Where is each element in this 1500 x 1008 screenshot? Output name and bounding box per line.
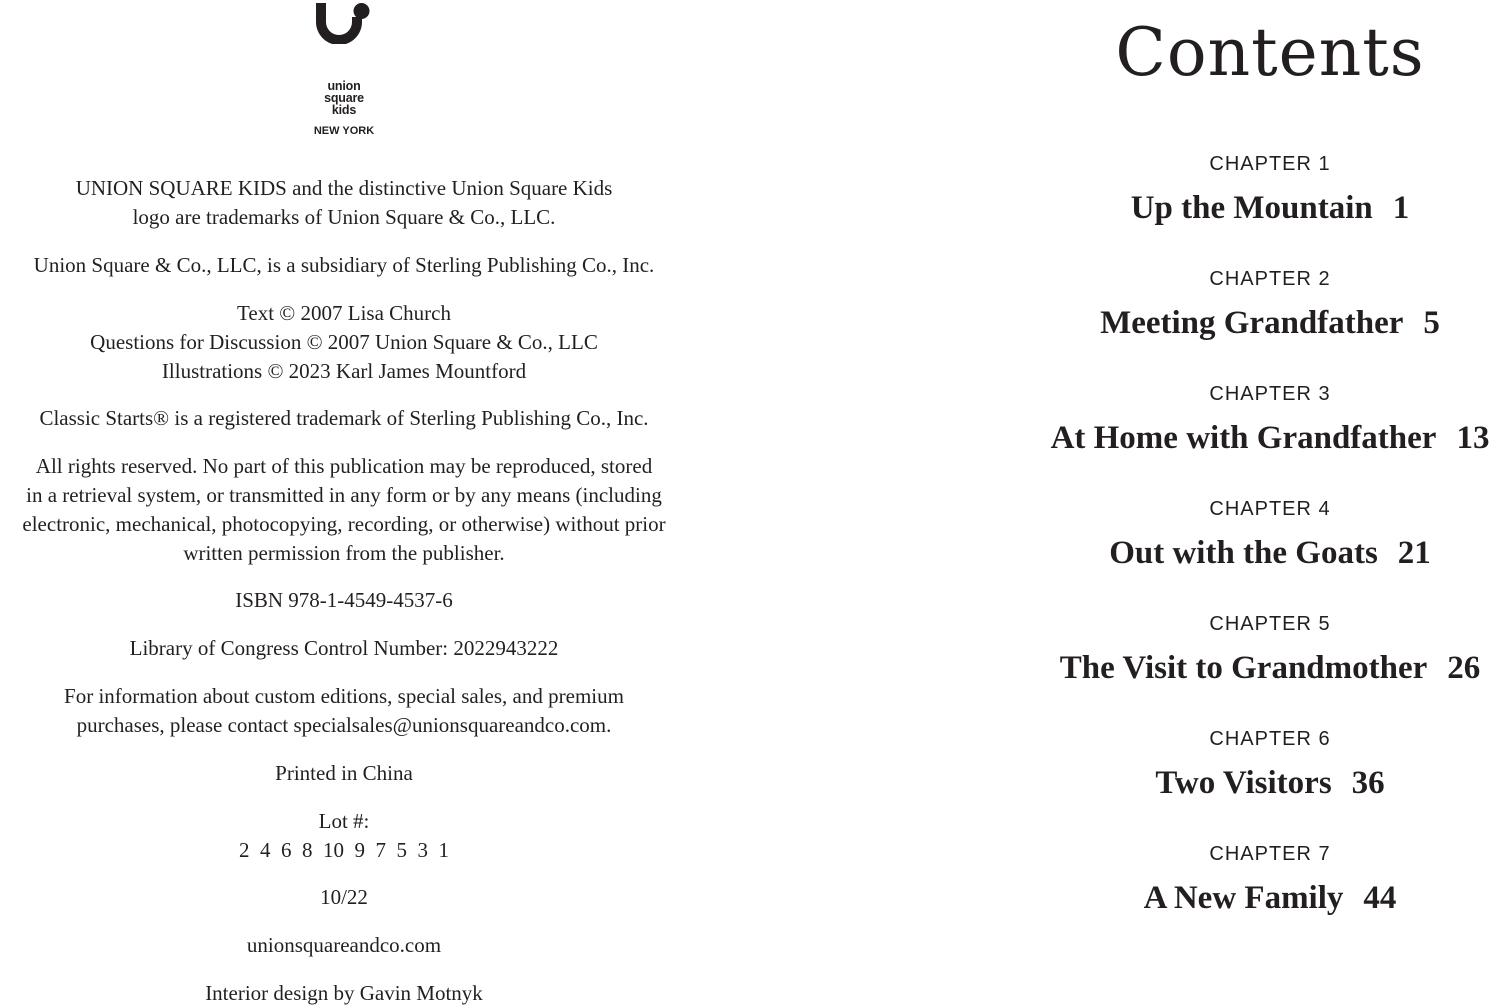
- chapter-label: CHAPTER 3: [1209, 383, 1331, 405]
- website-line: unionsquareandco.com: [246, 933, 442, 957]
- toc-entry[interactable]: [1040, 534, 1500, 572]
- subsidiary-notice: [0, 251, 688, 280]
- chapter-title: Meeting Grandfather: [1100, 305, 1404, 341]
- toc-entry[interactable]: [1040, 304, 1500, 342]
- chapter-page-number: 1: [1392, 190, 1410, 226]
- chapter-title: Up the Mountain: [1130, 190, 1373, 226]
- logo-word-2: square: [324, 91, 364, 105]
- date-code-line: 10/22: [320, 885, 368, 909]
- credit-line: Text © 2007 Lisa Church: [237, 301, 451, 325]
- website: [0, 931, 688, 960]
- isbn: [0, 586, 688, 615]
- chapter-title: Two Visitors: [1155, 765, 1332, 801]
- publisher-logo: [296, 0, 392, 140]
- classic-starts-notice: [0, 404, 688, 433]
- logo-word-1: union: [327, 79, 361, 93]
- chapter-title: The Visit to Grandmother: [1059, 650, 1428, 686]
- lccn: [0, 634, 688, 663]
- chapter-label: CHAPTER 5: [1209, 613, 1331, 635]
- rights-line: written permission from the publisher.: [183, 541, 505, 565]
- subsidiary-line: Union Square & Co., LLC, is a subsidiary of Sterling Publishing Co., Inc.: [33, 253, 655, 277]
- credit-line: Questions for Discussion © 2007 Union Square & Co., LLC: [90, 330, 598, 354]
- toc-entry[interactable]: [1040, 879, 1500, 917]
- classic-starts-line: Classic Starts® is a registered trademark of Sterling Publishing Co., Inc.: [39, 406, 649, 430]
- rights-line: All rights reserved. No part of this publication may be reproduced, stored: [35, 454, 653, 478]
- logo-city: NEW YORK: [313, 125, 375, 137]
- copyright-credits: [0, 299, 688, 386]
- lot-label: Lot #:: [318, 809, 370, 833]
- design-credit-line: Interior design by Gavin Motnyk: [205, 981, 483, 1005]
- chapter-title: A New Family: [1143, 880, 1344, 916]
- chapter-title: At Home with Grandfather: [1050, 420, 1437, 456]
- chapter-label: CHAPTER 7: [1209, 843, 1331, 865]
- credit-line: Illustrations © 2023 Karl James Mountford: [161, 359, 527, 383]
- copyright-page: [0, 0, 688, 1008]
- chapter-title: Out with the Goats: [1109, 535, 1378, 571]
- special-sales-notice: [0, 682, 688, 740]
- toc-entry[interactable]: [1040, 649, 1500, 687]
- chapter-page-number: 21: [1397, 535, 1431, 571]
- contents-page: [1040, 0, 1500, 1008]
- date-code: [0, 883, 688, 912]
- toc-entry[interactable]: [1040, 189, 1500, 227]
- chapter-label: CHAPTER 2: [1209, 268, 1331, 290]
- rights-notice: [0, 452, 688, 568]
- lot-digits: 2 4 6 8 10 9 7 5 3 1: [239, 838, 449, 862]
- printed-line: Printed in China: [275, 761, 413, 785]
- toc-entry[interactable]: [1040, 419, 1500, 457]
- chapter-label: CHAPTER 6: [1209, 728, 1331, 750]
- special-sales-line: purchases, please contact specialsales@unionsquareandco.com.: [76, 713, 612, 737]
- special-sales-line: For information about custom editions, special sales, and premium: [64, 684, 624, 708]
- chapter-page-number: 26: [1447, 650, 1481, 686]
- lccn-line: Library of Congress Control Number: 2022943222: [129, 636, 559, 660]
- contents-heading: Contents: [1115, 14, 1425, 91]
- isbn-line: ISBN 978-1-4549-4537-6: [235, 588, 453, 612]
- lot-number: [0, 807, 688, 865]
- rights-line: in a retrieval system, or transmitted in any form or by any means (including: [26, 483, 662, 507]
- chapter-page-number: 36: [1351, 765, 1385, 801]
- trademark-line: UNION SQUARE KIDS and the distinctive Union Square Kids: [75, 176, 613, 200]
- chapter-page-number: 5: [1423, 305, 1440, 341]
- toc-entry[interactable]: [1040, 764, 1500, 802]
- rights-line: electronic, mechanical, photocopying, recording, or otherwise) without prior: [22, 512, 666, 536]
- chapter-page-number: 13: [1456, 420, 1490, 456]
- chapter-label: CHAPTER 1: [1209, 153, 1331, 175]
- logo-word-3: kids: [331, 103, 357, 117]
- design-credit: [0, 979, 688, 1008]
- trademark-line: logo are trademarks of Union Square & Co., LLC.: [132, 205, 556, 229]
- printed-in: [0, 759, 688, 788]
- trademark-notice: [0, 174, 688, 232]
- union-square-kids-u-icon: [314, 0, 374, 44]
- chapter-label: CHAPTER 4: [1209, 498, 1331, 520]
- chapter-page-number: 44: [1363, 880, 1397, 916]
